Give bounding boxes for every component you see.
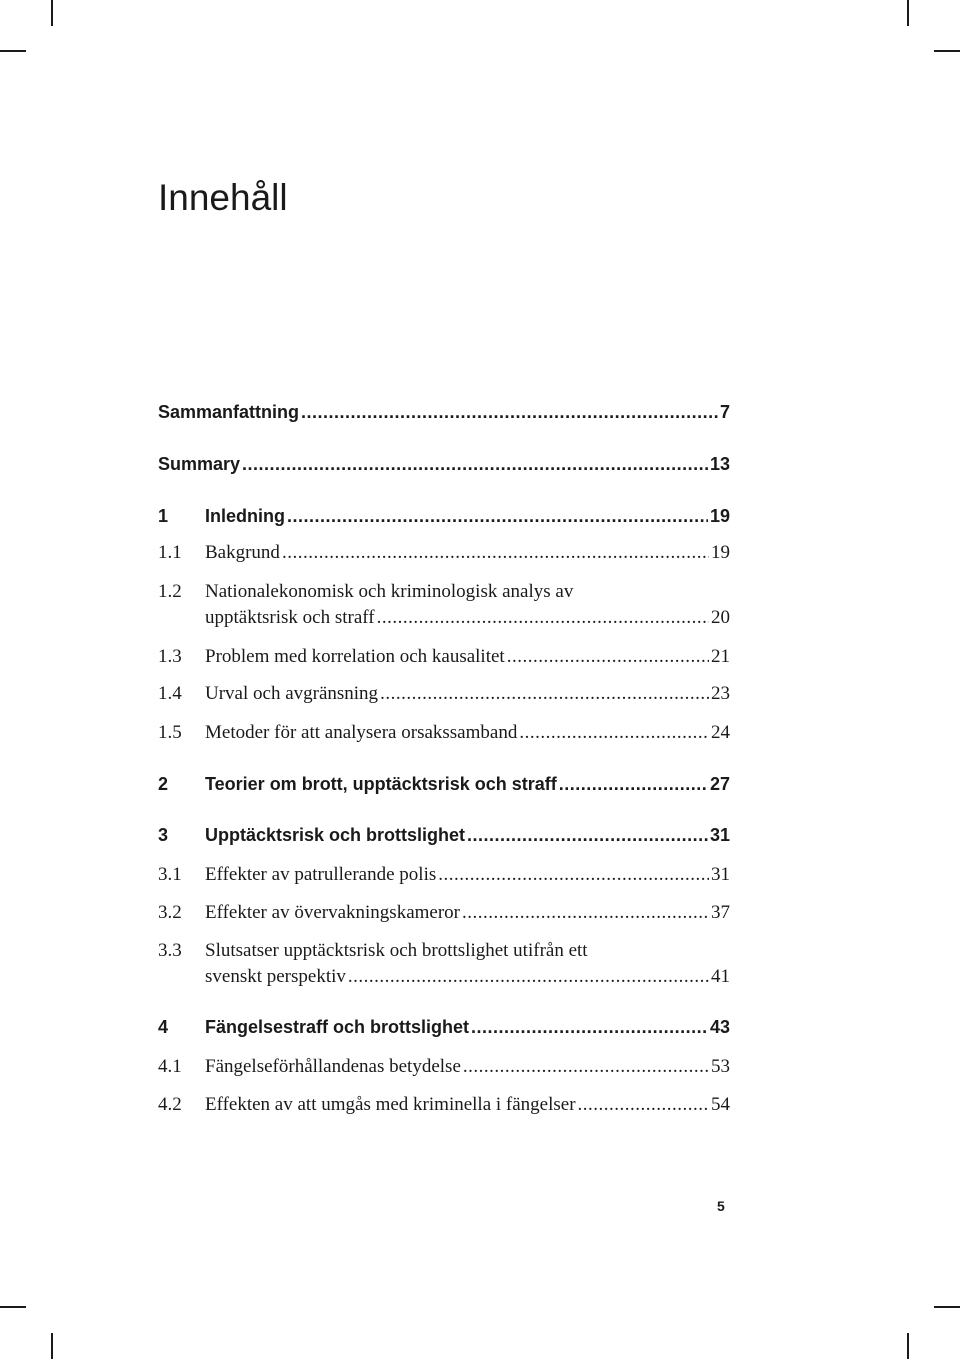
toc-entry[interactable] bbox=[158, 540, 730, 566]
toc-entry-page: 23 bbox=[711, 683, 730, 704]
toc-entry-number: 1.5 bbox=[158, 722, 182, 743]
dot-leader bbox=[287, 503, 708, 529]
toc-entry-page: 19 bbox=[711, 542, 730, 563]
dot-leader bbox=[348, 964, 709, 990]
crop-mark bbox=[51, 0, 53, 26]
toc-entry[interactable] bbox=[158, 771, 730, 797]
toc-entry[interactable] bbox=[158, 1014, 730, 1040]
toc-entry-page: 54 bbox=[711, 1094, 730, 1115]
toc-entry-title: Sammanfattning bbox=[158, 402, 300, 422]
toc-entry[interactable] bbox=[158, 938, 730, 990]
toc-entry[interactable] bbox=[158, 720, 730, 746]
toc-entry[interactable] bbox=[158, 681, 730, 707]
dot-leader bbox=[519, 720, 709, 746]
toc-entry-page: 31 bbox=[711, 864, 730, 885]
crop-mark bbox=[51, 1333, 53, 1359]
toc-entry-page: 27 bbox=[709, 774, 730, 794]
toc-entry-title: Fängelsestraff och brottslighet bbox=[205, 1017, 470, 1037]
toc-entry-page: 24 bbox=[711, 722, 730, 743]
toc-entry-title: svenskt perspektiv bbox=[205, 966, 346, 987]
toc-entry[interactable] bbox=[158, 900, 730, 926]
dot-leader bbox=[578, 1092, 709, 1118]
dot-leader bbox=[471, 1014, 708, 1040]
toc-entry-page: 43 bbox=[709, 1017, 730, 1037]
crop-mark bbox=[907, 0, 909, 26]
toc-entry-number: 1.4 bbox=[158, 683, 182, 704]
toc-entry-title: Teorier om brott, upptäcktsrisk och straff bbox=[205, 774, 557, 794]
dot-leader bbox=[380, 681, 709, 707]
toc-entry[interactable] bbox=[158, 1092, 730, 1118]
toc-entry-title: Effekter av övervakningskameror bbox=[205, 902, 460, 923]
toc-entry-title-line1: Nationalekonomisk och kriminologisk analys av bbox=[205, 581, 574, 602]
toc-entry[interactable] bbox=[158, 644, 730, 670]
toc-entry-title: Bakgrund bbox=[205, 542, 280, 563]
toc-entry-page: 53 bbox=[711, 1056, 730, 1077]
toc-entry-title: Problem med korrelation och kausalitet bbox=[205, 646, 505, 667]
toc-entry-page: 13 bbox=[709, 454, 730, 474]
toc-entry-page: 7 bbox=[719, 402, 730, 422]
page-number: 5 bbox=[717, 1198, 725, 1214]
toc-entry[interactable] bbox=[158, 451, 730, 477]
toc-entry-number: 3 bbox=[158, 825, 169, 845]
toc-entry-title: Fängelseförhållandenas betydelse bbox=[205, 1056, 461, 1077]
toc-entry-title: Effekter av patrullerande polis bbox=[205, 864, 437, 885]
toc-entry-title-line1: Slutsatser upptäcktsrisk och brottslighet utifrån ett bbox=[205, 940, 588, 961]
toc-entry-title: Upptäcktsrisk och brottslighet bbox=[205, 825, 466, 845]
toc-entry-page: 20 bbox=[711, 607, 730, 628]
toc-entry-title: Summary bbox=[158, 454, 241, 474]
toc-entry-number: 4.1 bbox=[158, 1056, 182, 1077]
toc-entry[interactable] bbox=[158, 579, 730, 631]
toc-entry-page: 41 bbox=[711, 966, 730, 987]
toc-entry-page: 21 bbox=[711, 646, 730, 667]
toc-entry-number: 1.3 bbox=[158, 646, 182, 667]
toc-entry[interactable] bbox=[158, 503, 730, 529]
dot-leader bbox=[282, 540, 709, 566]
toc-entry-page: 31 bbox=[709, 825, 730, 845]
toc-entry-title: Urval och avgränsning bbox=[205, 683, 379, 704]
dot-leader bbox=[242, 451, 708, 477]
toc-entry-number: 4 bbox=[158, 1017, 169, 1037]
crop-mark bbox=[934, 50, 960, 52]
toc-entry-number: 3.3 bbox=[158, 940, 182, 961]
dot-leader bbox=[377, 605, 709, 631]
toc-entry[interactable] bbox=[158, 862, 730, 888]
toc-entry-page: 37 bbox=[711, 902, 730, 923]
toc-entry-number: 1.1 bbox=[158, 542, 182, 563]
toc-entry[interactable] bbox=[158, 1054, 730, 1080]
dot-leader bbox=[507, 644, 709, 670]
toc-entry[interactable] bbox=[158, 822, 730, 848]
dot-leader bbox=[462, 900, 709, 926]
toc-entry-number: 2 bbox=[158, 774, 169, 794]
toc-entry[interactable] bbox=[158, 399, 730, 425]
dot-leader bbox=[463, 1054, 709, 1080]
toc-entry-number: 4.2 bbox=[158, 1094, 182, 1115]
dot-leader bbox=[559, 771, 708, 797]
toc-entry-number: 3.2 bbox=[158, 902, 182, 923]
toc-entry-number: 1 bbox=[158, 506, 169, 526]
crop-mark bbox=[0, 1306, 26, 1308]
dot-leader bbox=[438, 862, 709, 888]
toc-entry-number: 3.1 bbox=[158, 864, 182, 885]
toc-entry-title: Inledning bbox=[205, 506, 285, 526]
dot-leader bbox=[301, 399, 718, 425]
crop-mark bbox=[0, 50, 26, 52]
toc-entry-title: Metoder för att analysera orsakssamband bbox=[205, 722, 518, 743]
toc-entry-title: upptäktsrisk och straff bbox=[205, 607, 375, 628]
toc-entry-number: 1.2 bbox=[158, 581, 182, 602]
crop-mark bbox=[907, 1333, 909, 1359]
dot-leader bbox=[467, 822, 708, 848]
toc-entry-title: Effekten av att umgås med kriminella i fängelser bbox=[205, 1094, 576, 1115]
page-title: Innehåll bbox=[158, 176, 288, 218]
toc-entry-page: 19 bbox=[709, 506, 730, 526]
crop-mark bbox=[934, 1306, 960, 1308]
